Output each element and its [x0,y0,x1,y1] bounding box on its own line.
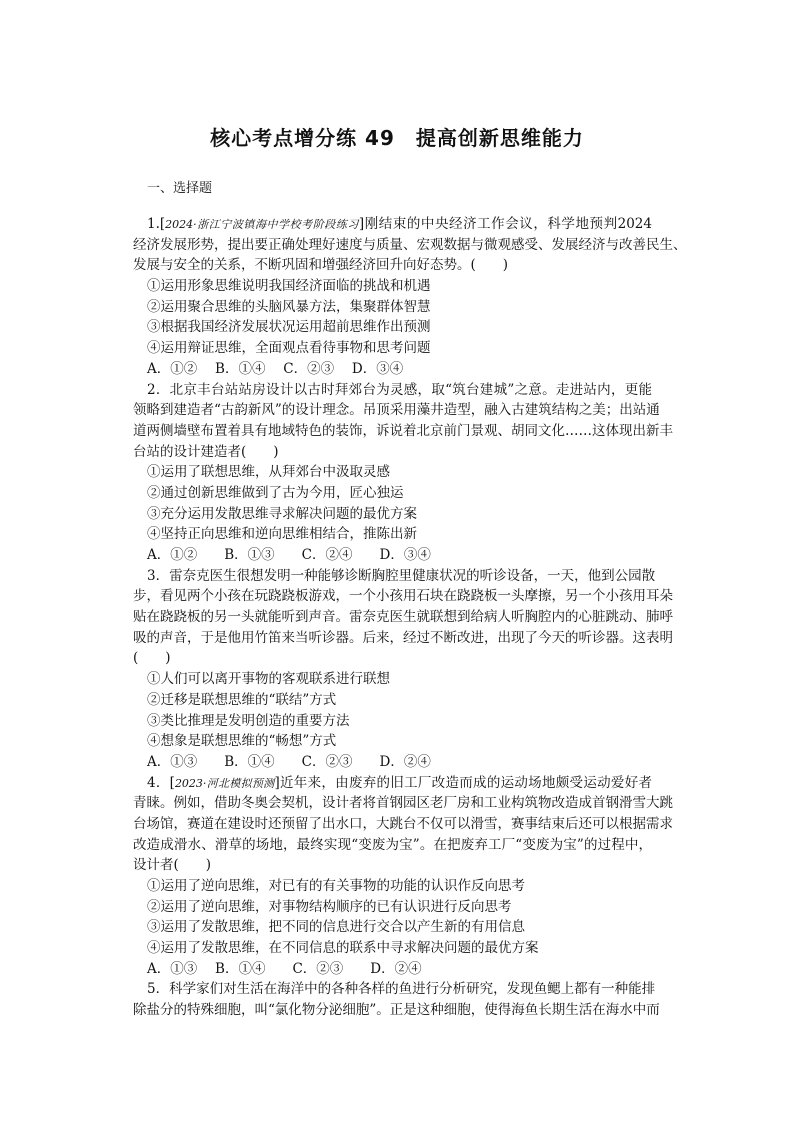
page-title: 核心考点增分练 49 提高创新思维能力 [210,126,584,150]
answer-choices: A．①③ B．①④ C．②③ D．②④ [147,753,431,770]
question-stem-line: 贴在跷跷板的另一头就能听到声音。雷奈克医生就联想到给病人听胸腔内的心脏跳动、肺呼 [133,609,673,626]
option-statement: ②迁移是联想思维的“联结”方式 [147,691,337,708]
question-stem-line: 3．雷奈克医生很想发明一种能够诊断胸腔里健康状况的听诊设备，一天，他到公园散 [147,567,656,584]
question-stem-line: 青睐。例如，借助冬奥会契机，设计者将首钢园区老厂房和工业构筑物改造成首钢滑雪大跳 [133,795,673,812]
question-stem-line: 领略到建造者“古韵新风”的设计理念。吊顶采用藻井造型，融入古建筑结构之美；出站通 [133,402,660,419]
source-tag: 2023·河北模拟预测 [174,776,275,790]
option-statement: ②通过创新思维做到了古为今用，匠心独运 [147,484,404,501]
question-stem-line: ( ) [133,650,171,667]
option-statement: ①运用了逆向思维，对已有的有关事物的功能的认识作反向思考 [147,878,525,894]
option-statement: ③运用了发散思维，把不同的信息进行交合以产生新的有用信息 [147,919,525,936]
option-statement: ④运用了发散思维，在不同信息的联系中寻求解决问题的最优方案 [147,940,539,957]
question-stem-line: 发展与安全的关系，不断巩固和增强经济回升向好态势。( ) [133,257,509,274]
option-statement: ②运用了逆向思维，对事物结构顺序的已有认识进行反向思考 [147,898,512,915]
question-stem-line: 5．科学家们对生活在海洋中的各种各样的鱼进行分析研究，发现鱼鳃上都有一种能排 [147,981,656,998]
option-statement: ④想象是联想思维的“畅想”方式 [147,733,337,750]
option-statement: ④运用辩证思维，全面观点看待事物和思考问题 [147,340,431,357]
question-stem-line: 1.[2024·浙江宁波镇海中学校考阶段练习]刚结束的中央经济工作会议，科学地预判2024 [147,216,652,232]
question-stem-line: 2．北京丰台站站房设计以古时拜郊台为灵感，取“筑台建城”之意。走进站内，更能 [147,381,652,398]
question-1 [133,214,687,380]
option-statement: ③类比推理是发明创造的重要方法 [147,712,350,729]
option-statement: ④坚持正向思维和逆向思维相结合，推陈出新 [147,526,417,543]
option-statement: ③根据我国经济发展状况运用超前思维作出预测 [147,319,431,336]
question-stem-line: 除盐分的特殊细胞，叫“氯化物分泌细胞”。正是这种细胞，使得海鱼长期生活在海水中而 [133,1002,660,1019]
option-statement: ①运用形象思维说明我国经济面临的挑战和机遇 [147,278,431,295]
section-heading: 一、选择题 [147,181,213,196]
option-statement: ①运用了联想思维，从拜郊台中汲取灵感 [147,464,390,481]
source-tag: 2024·浙江宁波镇海中学校考阶段练习 [165,218,359,231]
question-2 [133,380,673,566]
question-3 [133,566,673,773]
answer-choices: A．①② B．①④ C．②③ D．③④ [147,360,404,377]
question-stem-line: 台站的设计建造者( ) [133,443,279,460]
option-statement: ①人们可以离开事物的客观联系进行联想 [147,671,390,688]
question-stem-line: 吸的声音，于是他用竹笛来当听诊器。后来，经过不断改进，出现了今天的听诊器。这表明 [133,629,673,646]
question-4 [133,773,673,980]
question-stem-line: 经济发展形势，提出要正确处理好速度与质量、宏观数据与微观感受、发展经济与改善民生、 [133,236,687,253]
question-5 [133,979,660,1020]
question-stem-line: 4．[2023·河北模拟预测]近年来，由废弃的旧工厂改造而成的运动场地颇受运动爱好者 [147,774,652,791]
question-stem-line: 台场馆，赛道在建设时还预留了出水口，大跳台不仅可以滑雪，赛事结束后还可以根据需求 [133,815,673,832]
option-statement: ②运用聚合思维的头脑风暴方法，集聚群体智慧 [147,298,431,315]
answer-choices: A．①③ B．①④ C．②③ D．②④ [147,960,422,977]
question-list [133,214,687,1021]
question-stem-line: 改造成滑水、滑草的场地，最终实现“变废为宝”。在把废弃工厂“变废为宝”的过程中， [133,836,652,853]
answer-choices: A．①② B．①③ C．②④ D．③④ [147,547,431,563]
question-stem-line: 设计者( ) [133,857,212,874]
option-statement: ③充分运用发散思维寻求解决问题的最优方案 [147,505,417,522]
question-stem-line: 道两侧墙壁布置着具有地域特色的装饰，诉说着北京前门景观、胡同文化……这体现出新丰 [133,422,673,439]
question-stem-line: 步，看见两个小孩在玩跷跷板游戏，一个小孩用石块在跷跷板一头摩擦，另一个小孩用耳朵 [133,588,673,605]
